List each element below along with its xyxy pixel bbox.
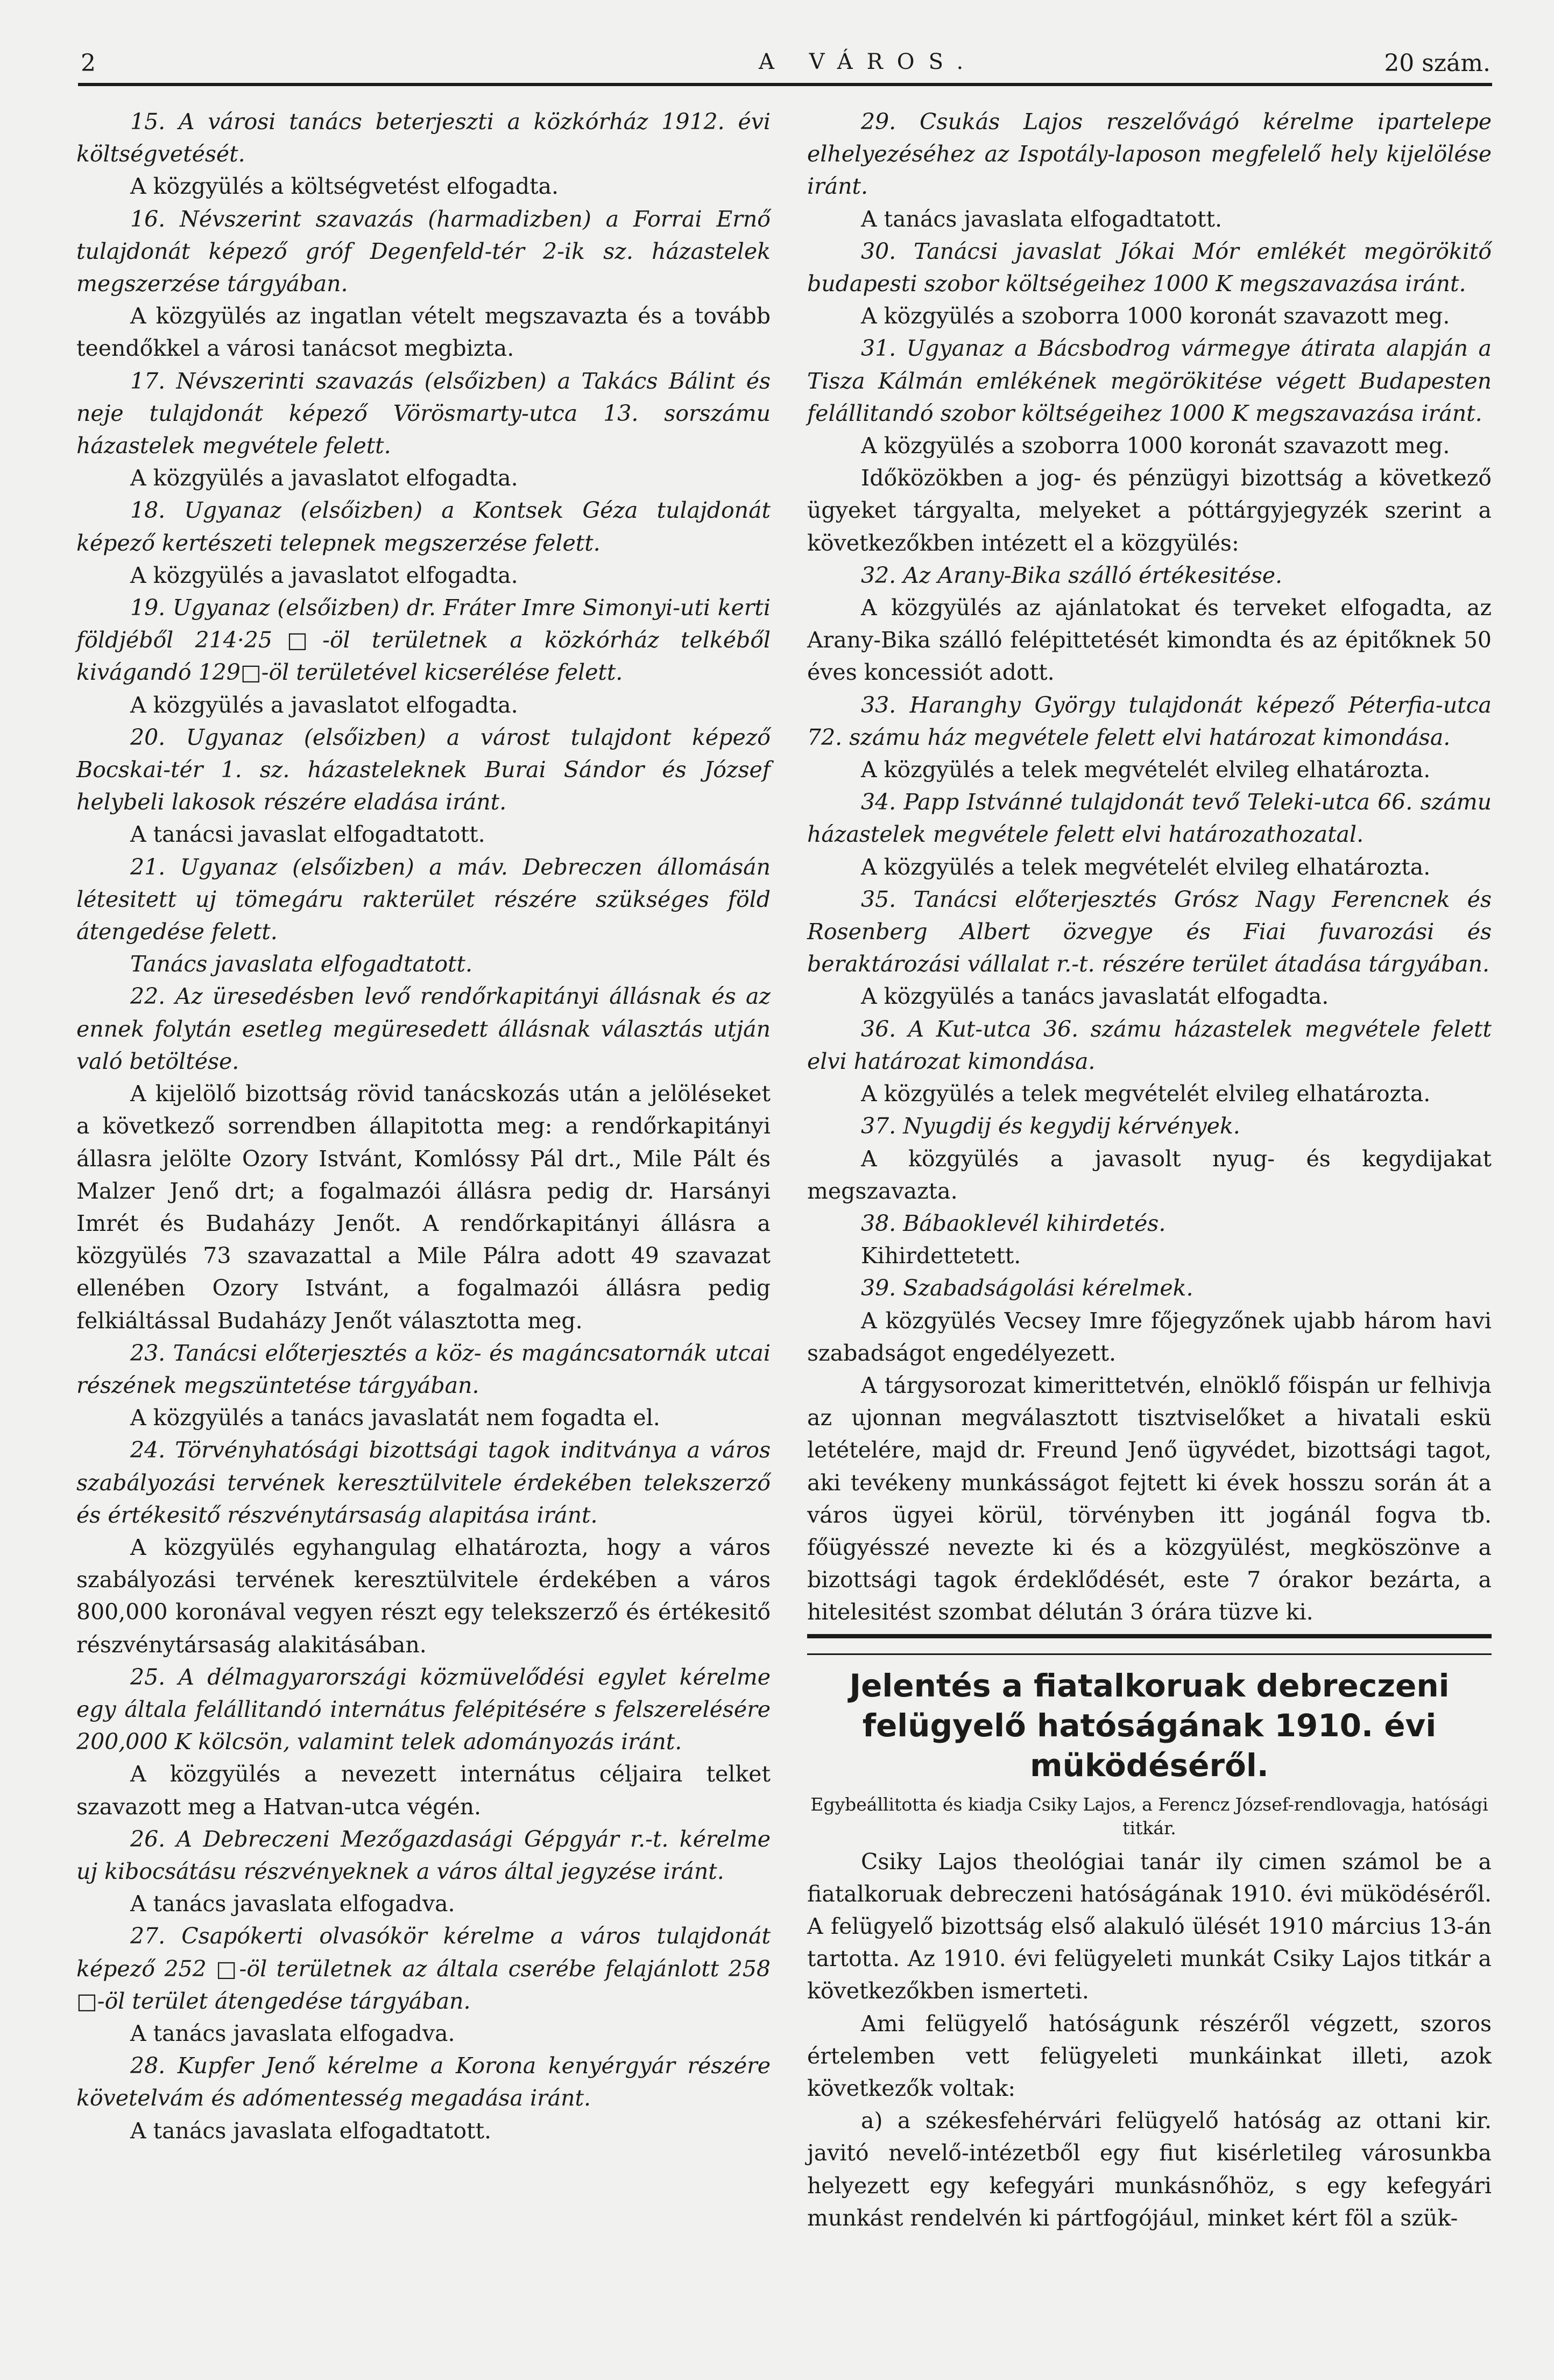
agenda-item: 39. Szabadságolási kérelmek. <box>861 1275 1193 1301</box>
agenda-item: 20. Ugyanaz (elsőizben) a várost tulajdont képező Bocskai-tér 1. sz. házasteleknek Burai Sándor és József helybeli lakosok részére eladása iránt. <box>76 724 771 815</box>
resolution-text: A közgyülés a tanács javaslatát elfogadta. <box>861 983 1329 1010</box>
page-number: 2 <box>81 50 96 77</box>
newspaper-title: A VÁROS. <box>759 50 978 74</box>
resolution-text: A tanács javaslata elfogadtatott. <box>861 206 1222 232</box>
agenda-item: 15. A városi tanács beterjeszti a közkórház 1912. évi költségvetését. <box>76 109 771 167</box>
resolution-text: A közgyülés a javasolt nyug- és kegydijakat megszavazta. <box>807 1145 1492 1204</box>
agenda-item: Tanács javaslata elfogadtatott. <box>130 951 473 977</box>
report-title: Jelentés a fiatalkoruak debreczeni felügyelő hatóságának 1910. évi müködéséről. <box>849 1667 1450 1784</box>
resolution-text: A tanács javaslata elfogadva. <box>130 2020 455 2046</box>
agenda-item: 28. Kupfer Jenő kérelme a Korona kenyérgyár részére követelvám és adómentesség megadása iránt. <box>76 2053 771 2111</box>
left-column <box>76 105 771 2147</box>
resolution-text: A közgyülés a telek megvételét elvileg elhatározta. <box>861 757 1431 783</box>
agenda-item: 27. Csapókerti olvasókör kérelme a város tulajdonát képező 252 □-öl területnek az általa cserébe felajánlott 258 □-öl terület átengedése tárgyában. <box>76 1923 771 2014</box>
agenda-item: 18. Ugyanaz (elsőizben) a Kontsek Géza tulajdonát képező kertészeti telepnek megszerzése felett. <box>76 497 771 556</box>
resolution-text: A közgyülés a javaslatot elfogadta. <box>130 562 518 588</box>
report-body <box>807 1846 1492 2234</box>
agenda-item: 25. A délmagyarországi közmüvelődési egylet kérelme egy általa felállitandó internátus felépitésére s felszerelésére 200,000 K kölcsön, valamint telek adományozás iránt. <box>76 1664 771 1755</box>
resolution-text: A közgyülés az ajánlatokat és terveket elfogadta, az Arany-Bika szálló felépittetését kimondta és az épitőknek 50 éves koncessiót adott. <box>807 595 1492 686</box>
resolution-text: Kihirdettetett. <box>861 1243 1021 1269</box>
agenda-item: 16. Névszerint szavazás (harmadizben) a Forrai Ernő tulajdonát képező gróf Degenfeld-tér 2-ik sz. házastelek megszerzése tárgyában. <box>76 206 771 297</box>
resolution-text: A közgyülés a tanács javaslatát nem fogadta el. <box>130 1405 660 1431</box>
resolution-text: A közgyülés a szoborra 1000 koronát szavazott meg. <box>861 433 1450 459</box>
page-header <box>81 50 1491 82</box>
resolution-text: A közgyülés egyhangulag elhatározta, hogy a város szabályozási tervének keresztülvitele érdekében a város 800,000 koronával vegyen részt egy telekszerző és értékesitő részvénytársaság alakitásában. <box>76 1534 771 1658</box>
agenda-item: 34. Papp Istvánné tulajdonát tevő Teleki-utca 66. számu házastelek megvétele felett elvi határozathozatal. <box>807 789 1492 848</box>
resolution-text: A kijelölő bizottság rövid tanácskozás után a jelöléseket a következő sorrendben állapitotta meg: a rendőrkapitányi állasra jelölte Ozory Istvánt, Komlóssy Pál drt., Mile Pált és Malzer Jenő drt; a fogalmazói állásra pedig dr. Harsányi Imrét és Budaházy Jenőt. A rendőrkapitányi állásra a közgyülés 73 szavazattal a Mile Pálra adott 49 szavazat ellenében Ozory Istvánt, a fogalmazói állásra pedig felkiáltással Budaházy Jenőt választotta meg. <box>76 1081 771 1334</box>
agenda-item: 21. Ugyanaz (elsőizben) a máv. Debreczen állomásán létesitett uj tömegáru rakterület részére szükséges föld átengedése felett. <box>76 854 771 945</box>
agenda-item: 22. Az üresedésben levő rendőrkapitányi állásnak és az ennek folytán esetleg megüresedett állásnak választás utján való betöltése. <box>76 983 771 1074</box>
resolution-text: A közgyülés a telek megvételét elvileg elhatározta. <box>861 1081 1431 1107</box>
agenda-item: 35. Tanácsi előterjesztés Grósz Nagy Ferencnek és Rosenberg Albert özvegye és Fiai fuvarozási és beraktározási vállalat r.-t. részére terület átadása tárgyában. <box>807 886 1492 977</box>
agenda-item: 29. Csukás Lajos reszelővágó kérelme ipartelepe elhelyezéséhez az Ispotály-laposon megfelelő hely kijelölése iránt. <box>807 109 1492 200</box>
right-column-items <box>807 105 1492 1629</box>
resolution-text: A közgyülés a költségvetést elfogadta. <box>130 173 559 200</box>
agenda-item: 36. A Kut-utca 36. számu házastelek megvétele felett elvi határozat kimondása. <box>807 1016 1492 1074</box>
agenda-item: 19. Ugyanaz (elsőizben) dr. Fráter Imre Simonyi-uti kerti földjéből 214·25□-öl területnek a közkórház telkéből kivágandó 129□-öl területével kicserélése felett. <box>76 595 771 686</box>
resolution-text: A tanács javaslata elfogadtatott. <box>130 2117 491 2144</box>
section-divider <box>807 1634 1492 1655</box>
resolution-text: Csiky Lajos theológiai tanár ily cimen számol be a fiatalkoruak debreczeni hatóságának 1910. évi müködéséről. A felügyelő bizottság első alakuló ülését 1910 március 13-án tartotta. Az 1910. évi felügyeleti munkát Csiky Lajos titkár a következőkben ismerteti. <box>807 1848 1492 2004</box>
resolution-text: a) a székesfehérvári felügyelő hatóság az ottani kir. javitó nevelő-intézetből egy fiut kisérletileg városunkba helyezett egy kefegyári munkásnőhöz, s egy kefegyári munkást rendelvén ki pártfogójául, minket kért föl a szük- <box>807 2108 1492 2231</box>
resolution-text: A közgyülés a telek megvételét elvileg elhatározta. <box>861 854 1431 880</box>
header-rule <box>78 83 1492 86</box>
resolution-text: A tanácsi javaslat elfogadtatott. <box>130 821 485 848</box>
resolution-text: A közgyülés Vecsey Imre főjegyzőnek ujabb három havi szabadságot engedélyezett. <box>807 1307 1492 1366</box>
agenda-item: 23. Tanácsi előterjesztés a köz- és magáncsatornák utcai részének megszüntetése tárgyában. <box>76 1340 771 1398</box>
agenda-item: 32. Az Arany-Bika szálló értékesitése. <box>861 562 1283 588</box>
resolution-text: A közgyülés az ingatlan vételt megszavazta és a tovább teendőkkel a városi tanácsot megbizta. <box>76 303 771 362</box>
resolution-text: A közgyülés a javaslatot elfogadta. <box>130 465 518 491</box>
agenda-item: 38. Bábaoklevél kihirdetés. <box>861 1210 1166 1236</box>
resolution-text: A közgyülés a szoborra 1000 koronát szavazott meg. <box>861 303 1450 329</box>
agenda-item: 30. Tanácsi javaslat Jókai Mór emlékét megörökitő budapesti szobor költségeihez 1000 K megszavazása iránt. <box>807 238 1492 297</box>
resolution-text: A közgyülés a javaslatot elfogadta. <box>130 692 518 718</box>
resolution-text: A tárgysorozat kimerittetvén, elnöklő főispán ur felhivja az ujonnan megválasztott tisztviselőket a hivatali eskü letételére, majd dr. Freund Jenő ügyvédet, bizottsági tagot, aki tevékeny munkásságot fejtett ki évek hosszu során át a város ügyei körül, törvényben itt jogánál fogva tb. főügyésszé nevezte ki és a közgyülést, megköszönve a bizottsági tagok érdeklődését, este 7 órakor bezárta, a hitelesitést szombat délután 3 órára tüzve ki. <box>807 1372 1492 1625</box>
resolution-text: Időközökben a jog- és pénzügyi bizottság a következő ügyeket tárgyalta, melyeket a póttárgyjegyzék szerint a következőkben intézett el a közgyülés: <box>807 465 1492 556</box>
report-byline: Egybeállitotta és kiadja Csiky Lajos, a Ferencz József-rendlovagja, hatósági titkár. <box>810 1793 1488 1839</box>
resolution-text: Ami felügyelő hatóságunk részéről végzett, szoros értelemben vett felügyeleti munkáinkat illeti, azok következők voltak: <box>807 2010 1492 2101</box>
agenda-item: 24. Törvényhatósági bizottsági tagok inditványa a város szabályozási tervének keresztülvitele érdekében telekszerző és értékesitő részvénytársaság alapitása iránt. <box>76 1437 771 1528</box>
right-column <box>807 105 1492 2234</box>
issue-number: 20 szám. <box>1384 50 1491 77</box>
agenda-item: 26. A Debreczeni Mezőgazdasági Gépgyár r.-t. kérelme uj kibocsátásu részvényeknek a város által jegyzése iránt. <box>76 1826 771 1884</box>
resolution-text: A tanács javaslata elfogadva. <box>130 1891 455 1917</box>
agenda-item: 17. Névszerinti szavazás (elsőizben) a Takács Bálint és neje tulajdonát képező Vörösmarty-utca 13. sorszámu házastelek megvétele felett. <box>76 368 771 459</box>
agenda-item: 31. Ugyanaz a Bácsbodrog vármegye átirata alapján a Tisza Kálmán emlékének megörökitése végett Budapesten felállitandó szobor költségeihez 1000 K megszavazása iránt. <box>807 335 1492 426</box>
resolution-text: A közgyülés a nevezett internátus céljaira telket szavazott meg a Hatvan-utca végén. <box>76 1761 771 1820</box>
agenda-item: 37. Nyugdij és kegydij kérvények. <box>861 1113 1240 1139</box>
agenda-item: 33. Haranghy György tulajdonát képező Péterfia-utca 72. számu ház megvétele felett elvi határozat kimondása. <box>807 692 1492 750</box>
